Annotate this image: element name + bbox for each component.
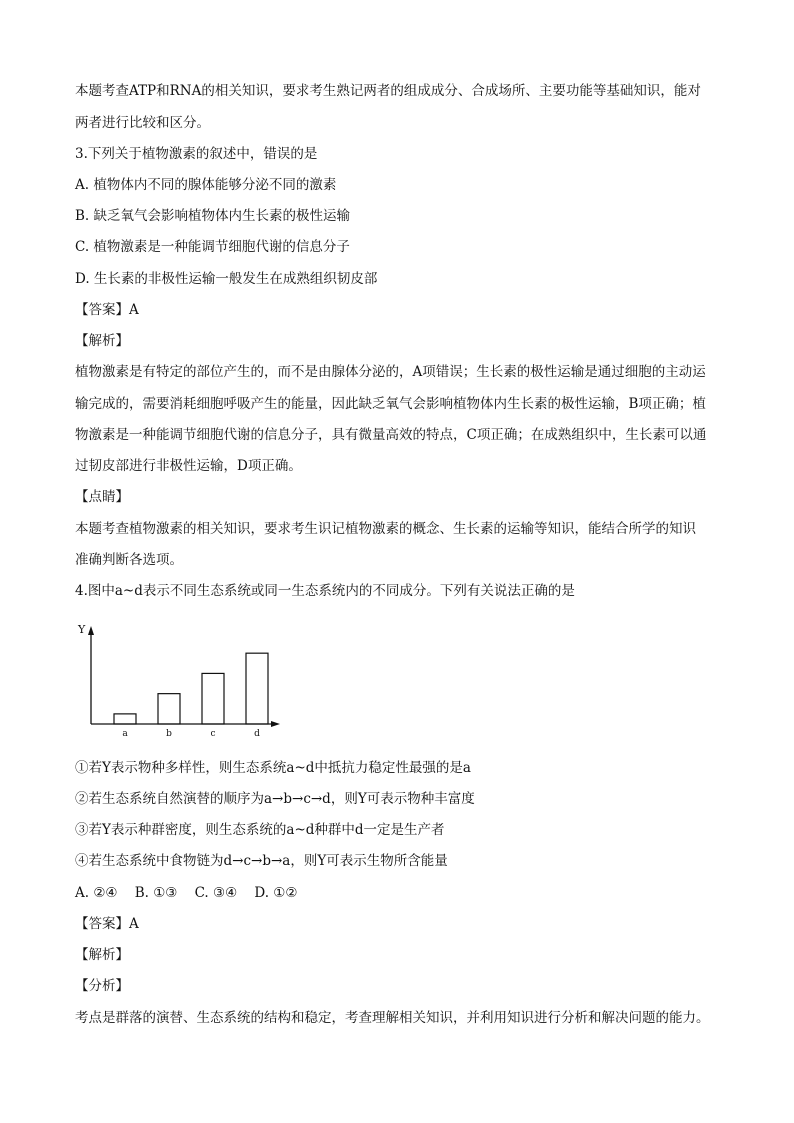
note-text: 准确判断各选项。: [75, 552, 183, 568]
statement-4: ④若生态系统中食物链为d→c→b→a，则Y可表示生物所含能量: [75, 853, 448, 869]
statement-2: ②若生态系统自然演替的顺序为a→b→c→d，则Y可表示物种丰富度: [75, 791, 475, 807]
statement-1: ①若Y表示物种多样性，则生态系统a~d中抵抗力稳定性最强的是a: [75, 760, 471, 776]
analysis-text: 考点是群落的演替、生态系统的结构和稳定，考查理解相关知识，并利用知识进行分析和解决问题的能力。: [75, 1010, 710, 1026]
option-d: D. 生长素的非极性运输一般发生在成熟组织韧皮部: [75, 271, 378, 287]
bar-chart: [70, 616, 290, 746]
tick-label-b: b: [166, 729, 172, 739]
text-line: 两者进行比较和区分。: [75, 115, 210, 131]
bar-a: [114, 714, 136, 724]
y-axis-label: Y: [78, 623, 86, 636]
y-axis-arrow: [88, 626, 94, 635]
statement-3: ③若Y表示种群密度，则生态系统的a~d种群中d一定是生产者: [75, 822, 445, 838]
analysis-heading: 【解析】: [75, 333, 129, 349]
analysis-text: 植物激素是有特定的部位产生的，而不是由腺体分泌的，A项错误；生长素的极性运输是通过细胞的主动运: [75, 364, 706, 380]
x-axis-arrow: [271, 721, 280, 727]
analysis-text: 物激素是一种能调节细胞代谢的信息分子，具有微量高效的特点，C项正确；在成熟组织中，生长素可以通: [75, 427, 707, 443]
answer-heading: 【答案】A: [75, 916, 139, 932]
question-3-stem: 3.下列关于植物激素的叙述中，错误的是: [75, 146, 318, 162]
analysis-subheading: 【分析】: [75, 978, 129, 994]
bar-b: [158, 694, 180, 724]
option-c: C. 植物激素是一种能调节细胞代谢的信息分子: [75, 239, 350, 255]
analysis-heading: 【解析】: [75, 947, 129, 963]
text-line: 本题考查ATP和RNA的相关知识，要求考生熟记两者的组成成分、合成场所、主要功能等基础知识，能对: [75, 83, 701, 99]
option-a: A. 植物体内不同的腺体能够分泌不同的激素: [75, 177, 337, 193]
analysis-text: 输完成的，需要消耗细胞呼吸产生的能量，因此缺乏氧气会影响植物体内生长素的极性运输，B项正确；植: [75, 396, 706, 412]
note-heading: 【点睛】: [75, 489, 129, 505]
option-b: B. 缺乏氧气会影响植物体内生长素的极性运输: [75, 208, 351, 224]
tick-label-a: a: [122, 729, 128, 739]
bar-c: [202, 673, 224, 724]
bar-d: [246, 653, 268, 724]
note-text: 本题考查植物激素的相关知识，要求考生识记植物激素的概念、生长素的运输等知识，能结合所学的知识: [75, 521, 696, 537]
answer-options: A. ②④ B. ①③ C. ③④ D. ①②: [75, 885, 298, 901]
analysis-text: 过韧皮部进行非极性运输，D项正确。: [75, 458, 302, 474]
tick-label-d: d: [254, 729, 260, 739]
question-4-stem: 4.图中a~d表示不同生态系统或同一生态系统内的不同成分。下列有关说法正确的是: [75, 583, 575, 599]
tick-label-c: c: [210, 729, 216, 739]
answer-heading: 【答案】A: [75, 302, 139, 318]
